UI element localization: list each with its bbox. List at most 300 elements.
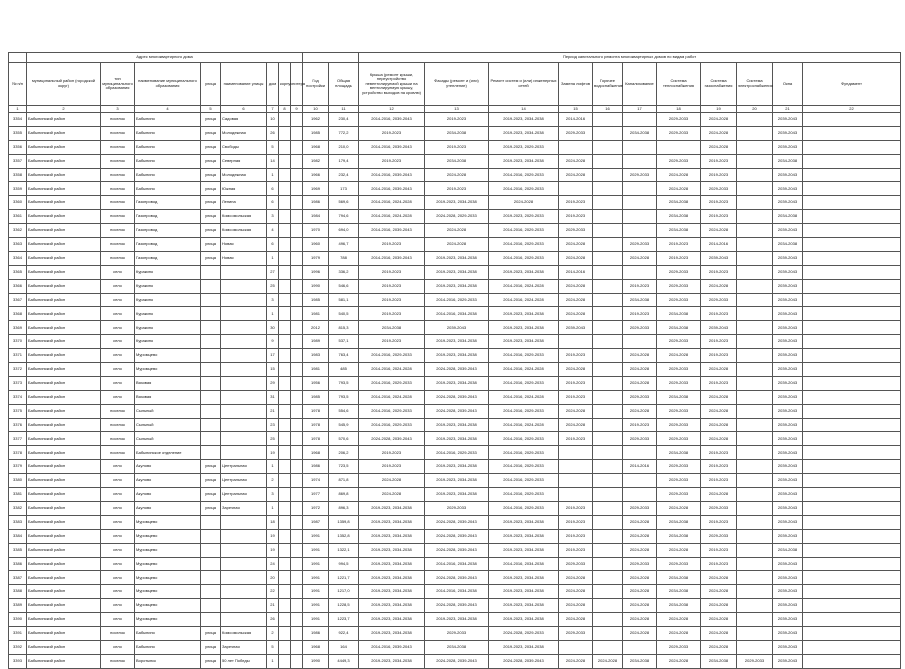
table-cell: Бабынинский район — [27, 557, 101, 571]
table-cell — [201, 557, 221, 571]
table-cell: 794,6 — [329, 210, 359, 224]
table-cell: Вязовая — [135, 390, 201, 404]
table-row — [9, 515, 901, 529]
table-cell: Бабынинский район — [27, 626, 101, 640]
table-cell: 694,0 — [329, 224, 359, 238]
table-cell: 2019-2023 — [623, 279, 657, 293]
table-cell: 793,5 — [329, 376, 359, 390]
table-cell: Бабынино — [135, 113, 201, 127]
table-cell: Муромцево — [135, 543, 201, 557]
table-cell: Куракино — [135, 265, 201, 279]
table-cell: 2024-2028 — [359, 474, 425, 488]
table-cell — [737, 585, 773, 599]
table-cell: 1987 — [303, 515, 329, 529]
table-cell: 2014-2016, 2039-2043 — [359, 140, 425, 154]
table-cell: поселок — [101, 113, 135, 127]
table-cell: 2039-2043 — [773, 626, 803, 640]
table-cell: 2019-2023 — [559, 515, 593, 529]
table-cell: 2024-2028, 2039-2043 — [425, 363, 489, 377]
table-cell: 2 — [267, 474, 279, 488]
table-cell: 2029-2033 — [657, 404, 701, 418]
table-cell — [221, 515, 267, 529]
table-cell — [623, 224, 657, 238]
table-cell: поселок — [101, 196, 135, 210]
header-numbers-row — [9, 106, 901, 113]
table-cell: 2014-2016, 2039-2043 — [359, 224, 425, 238]
table-cell: 3365 — [9, 265, 27, 279]
table-cell — [737, 113, 773, 127]
table-cell — [593, 210, 623, 224]
table-cell: Муромцево — [135, 363, 201, 377]
table-cell: Муромцево — [135, 557, 201, 571]
table-cell: Муромцево — [135, 349, 201, 363]
table-cell: Бабынинский район — [27, 404, 101, 418]
table-cell: 2029-2033 — [623, 321, 657, 335]
table-cell: 2029-2033 — [657, 418, 701, 432]
table-cell: 2024-2028, 2039-2043 — [425, 390, 489, 404]
table-cell: Бабынинский район — [27, 432, 101, 446]
table-cell — [279, 654, 291, 668]
table-row — [9, 265, 901, 279]
table-cell: 21 — [267, 599, 279, 613]
table-cell: 2024-2028 — [559, 293, 593, 307]
table-cell — [803, 224, 901, 238]
table-cell: 2024-2028, 2029-2033 — [489, 626, 559, 640]
col-number: 7 — [267, 106, 279, 113]
table-cell: 2014-2016, 2029-2033 — [489, 404, 559, 418]
table-cell: 14 — [267, 154, 279, 168]
table-cell: 2014-2016, 2029-2033 — [425, 293, 489, 307]
table-cell: 2019-2023, 2034-2038 — [425, 460, 489, 474]
table-cell: 2034-2038 — [623, 293, 657, 307]
table-cell: Северная — [221, 154, 267, 168]
table-cell: 2029-2033 — [701, 501, 737, 515]
table-cell: 3389 — [9, 599, 27, 613]
table-cell: 2034-2038 — [773, 238, 803, 252]
table-cell — [201, 613, 221, 627]
table-cell — [291, 654, 303, 668]
table-cell: 2029-2033 — [623, 557, 657, 571]
table-cell — [737, 307, 773, 321]
table-cell: 3388 — [9, 585, 27, 599]
table-cell — [279, 404, 291, 418]
table-row — [9, 293, 901, 307]
table-cell: Центральная — [221, 460, 267, 474]
table-cell: 2019-2023, 2034-2038 — [489, 515, 559, 529]
table-cell: 2029-2033 — [623, 238, 657, 252]
table-cell: 723,5 — [329, 460, 359, 474]
table-cell — [279, 571, 291, 585]
table-cell: 210,0 — [329, 140, 359, 154]
table-cell: 20 — [267, 571, 279, 585]
table-cell: 2019-2023 — [359, 307, 425, 321]
table-cell: 2024-2028 — [701, 432, 737, 446]
table-cell: 2024-2028 — [559, 154, 593, 168]
table-cell — [559, 474, 593, 488]
table-cell: 2024-2028, 2039-2043 — [425, 529, 489, 543]
table-cell: 2014-2016, 2029-2033 — [489, 460, 559, 474]
table-cell: 2014-2016, 2039-2043 — [359, 251, 425, 265]
table-cell: Бабынинский район — [27, 251, 101, 265]
table-cell: 2034-2038 — [657, 196, 701, 210]
table-cell: 2039-2043 — [773, 349, 803, 363]
col-header: Фасады (ремонт и (или) утепление) — [425, 63, 489, 106]
table-cell: 2014-2016, 2034-2038 — [425, 557, 489, 571]
table-cell: 2014-2016, 2029-2033 — [359, 418, 425, 432]
table-cell: 2024-2028 — [657, 613, 701, 627]
table-cell: село — [101, 307, 135, 321]
table-cell: 2039-2043 — [773, 488, 803, 502]
table-cell — [279, 196, 291, 210]
table-cell: 2024-2028 — [701, 613, 737, 627]
table-cell: Молодежная — [221, 168, 267, 182]
table-cell — [803, 571, 901, 585]
table-cell — [201, 418, 221, 432]
table-cell: поселок — [101, 654, 135, 668]
table-cell — [279, 238, 291, 252]
table-cell — [737, 126, 773, 140]
table-cell — [623, 446, 657, 460]
col-header: дом — [267, 63, 279, 106]
table-cell — [593, 640, 623, 654]
document-table-container — [8, 52, 900, 669]
table-cell: Акулово — [135, 488, 201, 502]
table-cell — [291, 599, 303, 613]
table-cell: 869,8 — [329, 488, 359, 502]
table-cell: Комсомольская — [221, 626, 267, 640]
table-cell: 2019-2023, 2029-2033 — [489, 140, 559, 154]
capital-repair-table — [8, 52, 901, 669]
table-cell: 2019-2023 — [701, 168, 737, 182]
table-cell: 2024-2028 — [559, 168, 593, 182]
col-header: Общая площадь — [329, 63, 359, 106]
table-row — [9, 307, 901, 321]
col-number: 14 — [489, 106, 559, 113]
table-row — [9, 557, 901, 571]
table-cell: 1982 — [303, 154, 329, 168]
table-cell: село — [101, 501, 135, 515]
table-cell — [201, 390, 221, 404]
table-cell — [593, 126, 623, 140]
table-cell: Бабынинский район — [27, 126, 101, 140]
table-row — [9, 168, 901, 182]
table-cell: 2024-2028 — [559, 363, 593, 377]
col-number: 15 — [559, 106, 593, 113]
table-cell: 2019-2023, 2034-2038 — [489, 126, 559, 140]
table-cell: Газопровод — [135, 238, 201, 252]
table-cell — [291, 613, 303, 627]
table-cell: 2024-2028 — [657, 654, 701, 668]
table-cell: 2014-2016, 2024-2028 — [489, 390, 559, 404]
table-cell: 26 — [267, 613, 279, 627]
table-cell — [737, 390, 773, 404]
table-cell: поселок — [101, 140, 135, 154]
table-cell — [623, 210, 657, 224]
table-cell: 2019-2023 — [359, 335, 425, 349]
table-cell: 2014-2016, 2029-2033 — [359, 376, 425, 390]
table-cell: 3372 — [9, 363, 27, 377]
table-cell: Газопровод — [135, 196, 201, 210]
table-cell: 2024-2028 — [701, 585, 737, 599]
table-cell — [657, 140, 701, 154]
table-cell: 2039-2043 — [773, 515, 803, 529]
table-cell — [291, 543, 303, 557]
table-cell: 2039-2043 — [773, 529, 803, 543]
table-cell: 2029-2033 — [657, 113, 701, 127]
table-cell: 2019-2023 — [359, 265, 425, 279]
table-cell: 2019-2023 — [701, 154, 737, 168]
table-cell: 2029-2033 — [623, 432, 657, 446]
col-number: 3 — [101, 106, 135, 113]
table-cell: 2019-2023, 2034-2038 — [425, 335, 489, 349]
table-cell: Бабынино — [135, 626, 201, 640]
table-cell: 2039-2043 — [773, 432, 803, 446]
table-cell: 2024-2028 — [425, 168, 489, 182]
table-cell: 3373 — [9, 376, 27, 390]
table-cell — [593, 196, 623, 210]
table-cell: 3380 — [9, 474, 27, 488]
table-cell: 2039-2043 — [773, 126, 803, 140]
table-cell — [291, 460, 303, 474]
table-cell: улица — [201, 182, 221, 196]
table-cell — [803, 376, 901, 390]
col-number: 4 — [135, 106, 201, 113]
table-cell: улица — [201, 501, 221, 515]
table-cell: поселок — [101, 238, 135, 252]
table-cell: 2034-2038 — [657, 446, 701, 460]
table-cell — [279, 140, 291, 154]
table-cell: 1989 — [303, 335, 329, 349]
table-cell — [201, 599, 221, 613]
table-cell — [593, 293, 623, 307]
table-cell: 19 — [267, 543, 279, 557]
table-cell: 1991 — [303, 585, 329, 599]
table-cell: 2019-2023, 2034-2038 — [489, 307, 559, 321]
table-cell: Бабынинский район — [27, 571, 101, 585]
table-cell: 3385 — [9, 543, 27, 557]
table-cell — [279, 460, 291, 474]
table-cell: 206,2 — [329, 446, 359, 460]
table-cell: 1962 — [303, 113, 329, 127]
table-cell: 2019-2023, 2034-2038 — [425, 349, 489, 363]
table-cell: 2019-2023, 2034-2038 — [425, 432, 489, 446]
table-cell — [559, 446, 593, 460]
table-cell — [291, 571, 303, 585]
table-cell — [291, 432, 303, 446]
table-row — [9, 613, 901, 627]
table-row — [9, 279, 901, 293]
table-cell — [593, 501, 623, 515]
table-cell: село — [101, 640, 135, 654]
table-cell: поселок — [101, 418, 135, 432]
table-cell: поселок — [101, 432, 135, 446]
table-cell — [201, 265, 221, 279]
table-cell: 2019-2023, 2034-2038 — [425, 279, 489, 293]
table-cell: 2019-2023, 2034-2038 — [425, 418, 489, 432]
table-cell: 1956 — [303, 376, 329, 390]
table-cell — [201, 349, 221, 363]
table-cell: 2029-2033 — [657, 376, 701, 390]
table-cell: 2039-2043 — [773, 599, 803, 613]
table-cell — [291, 488, 303, 502]
table-cell: 2029-2033 — [623, 390, 657, 404]
table-cell: 2012 — [303, 321, 329, 335]
table-cell: 1217,0 — [329, 585, 359, 599]
table-cell: улица — [201, 238, 221, 252]
table-cell: 2014-2016, 2024-2028 — [489, 418, 559, 432]
table-row — [9, 321, 901, 335]
table-cell: 5 — [267, 640, 279, 654]
table-cell: 2014-2016, 2024-2028 — [359, 390, 425, 404]
table-cell: 2034-2038 — [773, 210, 803, 224]
col-number: 9 — [291, 106, 303, 113]
table-cell — [291, 279, 303, 293]
table-cell: Бабынинский район — [27, 363, 101, 377]
table-cell: 173 — [329, 182, 359, 196]
table-cell: 2024-2028 — [701, 363, 737, 377]
table-cell — [803, 335, 901, 349]
table-cell: 1991 — [303, 599, 329, 613]
table-cell: 2014-2016, 2029-2033 — [489, 488, 559, 502]
table-cell: 1 — [267, 251, 279, 265]
table-cell: 2034-2038 — [773, 543, 803, 557]
table-cell: 2014-2016, 2029-2033 — [489, 474, 559, 488]
table-cell: 2039-2043 — [773, 335, 803, 349]
table-cell: 2014-2016, 2029-2033 — [489, 349, 559, 363]
table-cell — [803, 460, 901, 474]
table-cell: Бабынинский район — [27, 613, 101, 627]
table-cell — [291, 376, 303, 390]
table-cell: 2034-2038 — [701, 654, 737, 668]
table-cell: 2039-2043 — [773, 404, 803, 418]
table-cell: 2019-2023, 2034-2038 — [359, 557, 425, 571]
table-cell: 2024-2028 — [623, 251, 657, 265]
table-cell: 1981 — [303, 307, 329, 321]
col-header: № п/п — [9, 63, 27, 106]
table-cell: 496,7 — [329, 238, 359, 252]
table-cell: 3 — [267, 488, 279, 502]
table-cell: Новая — [221, 238, 267, 252]
table-cell: Акулово — [135, 474, 201, 488]
table-cell: Южная — [221, 182, 267, 196]
table-cell: 3 — [267, 293, 279, 307]
table-cell — [291, 529, 303, 543]
table-cell: 3361 — [9, 210, 27, 224]
table-cell — [279, 335, 291, 349]
table-cell: 2029-2033 — [657, 474, 701, 488]
col-number: 13 — [425, 106, 489, 113]
table-cell — [737, 626, 773, 640]
table-cell: 871,8 — [329, 474, 359, 488]
table-cell — [279, 321, 291, 335]
table-cell: улица — [201, 626, 221, 640]
table-cell — [737, 543, 773, 557]
table-cell: 2039-2043 — [773, 557, 803, 571]
table-cell — [623, 154, 657, 168]
table-cell: село — [101, 279, 135, 293]
table-cell: 2014-2016 — [559, 113, 593, 127]
table-cell — [291, 349, 303, 363]
col-number: 2 — [27, 106, 101, 113]
table-cell: 2019-2023 — [701, 474, 737, 488]
table-cell: Бабынинский район — [27, 376, 101, 390]
table-cell: Куракино — [135, 321, 201, 335]
table-cell — [291, 224, 303, 238]
table-cell — [737, 460, 773, 474]
table-cell: 1991 — [303, 543, 329, 557]
table-cell: 2019-2023, 2034-2038 — [359, 654, 425, 668]
table-cell: Воротынск — [135, 654, 201, 668]
table-cell — [279, 446, 291, 460]
table-cell: Бабынинский район — [27, 154, 101, 168]
table-row — [9, 460, 901, 474]
table-cell — [803, 279, 901, 293]
col-number: 1 — [9, 106, 27, 113]
table-cell: Бабынинский район — [27, 529, 101, 543]
table-cell: 2024-2028 — [657, 626, 701, 640]
table-cell — [291, 640, 303, 654]
table-cell: 5 — [267, 140, 279, 154]
col-header: Фундамент — [803, 63, 901, 106]
table-cell: 2024-2028, 2039-2043 — [425, 654, 489, 668]
table-cell: 2024-2028, 2039-2043 — [359, 432, 425, 446]
table-cell: Газопровод — [135, 251, 201, 265]
col-number: 12 — [359, 106, 425, 113]
table-cell: 793,5 — [329, 390, 359, 404]
table-cell: 2034-2038 — [425, 154, 489, 168]
table-cell — [291, 210, 303, 224]
table-cell — [737, 529, 773, 543]
table-cell — [803, 293, 901, 307]
table-cell: 2019-2023, 2034-2038 — [489, 265, 559, 279]
table-cell: Муромцево — [135, 585, 201, 599]
table-cell: 2029-2033 — [657, 363, 701, 377]
table-cell: Бабынинский район — [27, 293, 101, 307]
col-header: корпус — [279, 63, 291, 106]
table-cell: поселок — [101, 168, 135, 182]
table-cell: 1985 — [303, 293, 329, 307]
col-header: Крыша (ремонт крыши, переустройство невентилируемой крыши на вентилируемую крышу, устройство выходов на кровлю) — [359, 63, 425, 106]
table-cell — [623, 140, 657, 154]
table-cell: 2014-2016, 2034-2038 — [489, 557, 559, 571]
table-cell — [279, 363, 291, 377]
table-cell: 2024-2028 — [657, 168, 701, 182]
table-cell: 2014-2016, 2024-2028 — [359, 363, 425, 377]
table-row — [9, 488, 901, 502]
table-cell — [593, 265, 623, 279]
table-cell: Бабынинский район — [27, 640, 101, 654]
table-cell — [279, 501, 291, 515]
table-cell — [291, 501, 303, 515]
table-cell — [593, 238, 623, 252]
table-cell: Садовая — [221, 113, 267, 127]
table-cell: 3384 — [9, 529, 27, 543]
col-number: 16 — [593, 106, 623, 113]
table-cell: 179,4 — [329, 154, 359, 168]
table-cell: село — [101, 613, 135, 627]
table-cell: 1968 — [303, 640, 329, 654]
table-cell: 2039-2043 — [773, 571, 803, 585]
table-cell: 3379 — [9, 460, 27, 474]
table-cell: 2024-2028 — [623, 613, 657, 627]
table-cell: 2019-2023, 2034-2038 — [359, 571, 425, 585]
table-cell: 2019-2023 — [559, 376, 593, 390]
table-cell — [201, 585, 221, 599]
col-header: Окна — [773, 63, 803, 106]
table-cell: 2034-2038 — [657, 390, 701, 404]
table-cell: 3377 — [9, 432, 27, 446]
table-cell: улица — [201, 251, 221, 265]
